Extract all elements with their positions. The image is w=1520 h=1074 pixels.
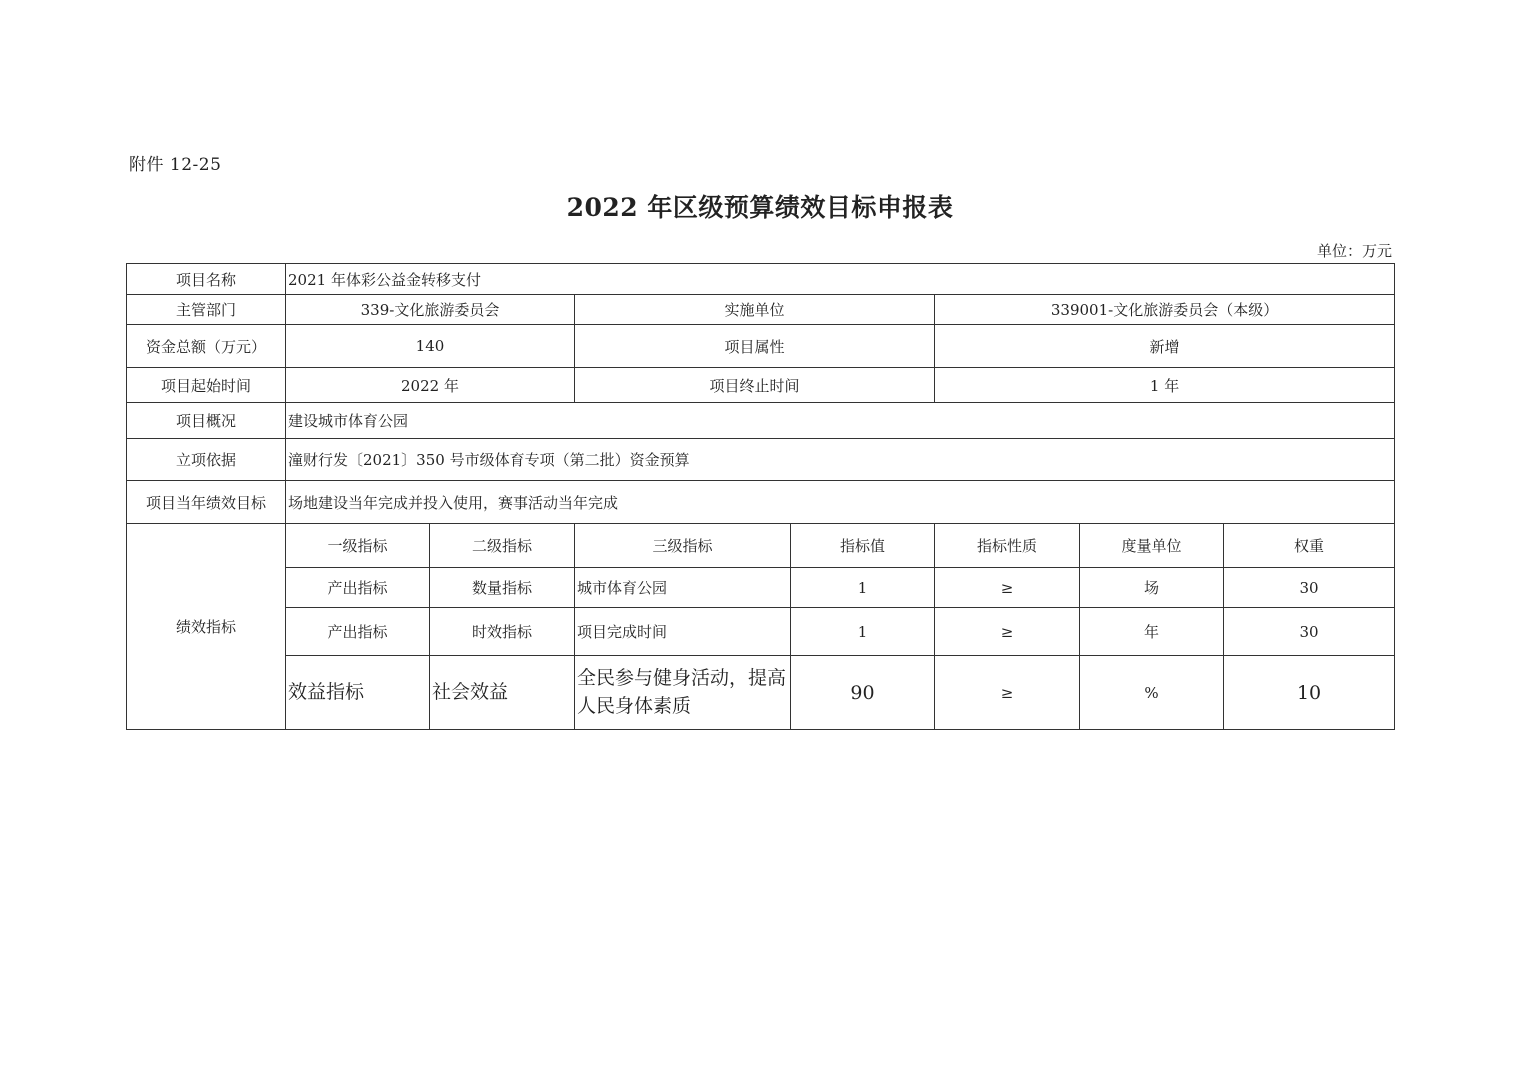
department-label: 主管部门: [127, 295, 286, 325]
row-period: [127, 368, 1395, 403]
row-funds: [127, 325, 1395, 368]
indicator-unit: 场: [1080, 568, 1224, 608]
project-attribute-label: 项目属性: [575, 325, 935, 368]
row-project-name: [127, 264, 1395, 295]
header-level2: 二级指标: [430, 524, 575, 568]
indicator-level3: 城市体育公园: [575, 568, 791, 608]
unit-label: 单位：万元: [1316, 242, 1392, 260]
annual-goal-value: 场地建设当年完成并投入使用，赛事活动当年完成: [286, 481, 1395, 524]
indicator-nature: ≥: [935, 608, 1080, 656]
overview-value: 建设城市体育公园: [286, 403, 1395, 439]
row-overview: [127, 403, 1395, 439]
header-weight: 权重: [1224, 524, 1395, 568]
indicator-level1: 效益指标: [286, 656, 430, 730]
budget-performance-table: [126, 263, 1395, 730]
header-level3: 三级指标: [575, 524, 791, 568]
indicator-weight: 30: [1224, 608, 1395, 656]
header-level1: 一级指标: [286, 524, 430, 568]
attachment-number: 附件 12-25: [129, 155, 222, 175]
indicator-value: 90: [791, 656, 935, 730]
indicator-level1: 产出指标: [286, 568, 430, 608]
header-nature: 指标性质: [935, 524, 1080, 568]
indicator-value: 1: [791, 568, 935, 608]
department-value: 339-文化旅游委员会: [286, 295, 575, 325]
indicator-weight: 30: [1224, 568, 1395, 608]
indicator-level2: 时效指标: [430, 608, 575, 656]
implementing-unit-label: 实施单位: [575, 295, 935, 325]
indicator-nature: ≥: [935, 568, 1080, 608]
indicator-level2: 社会效益: [430, 656, 575, 730]
total-funds-value: 140: [286, 325, 575, 368]
basis-label: 立项依据: [127, 439, 286, 481]
project-attribute-value: 新增: [935, 325, 1395, 368]
row-basis: [127, 439, 1395, 481]
end-time-label: 项目终止时间: [575, 368, 935, 403]
indicator-unit: 年: [1080, 608, 1224, 656]
indicator-row: [127, 568, 1395, 608]
end-time-value: 1 年: [935, 368, 1395, 403]
project-name-value: 2021 年体彩公益金转移支付: [286, 264, 1395, 295]
page-title: 2022 年区级预算绩效目标申报表: [566, 193, 954, 222]
indicator-level1: 产出指标: [286, 608, 430, 656]
indicator-level2: 数量指标: [430, 568, 575, 608]
indicator-unit: %: [1080, 656, 1224, 730]
indicator-row: [127, 656, 1395, 730]
basis-value: 潼财行发〔2021〕350 号市级体育专项（第二批）资金预算: [286, 439, 1395, 481]
annual-goal-label: 项目当年绩效目标: [127, 481, 286, 524]
overview-label: 项目概况: [127, 403, 286, 439]
indicator-header-row: [127, 524, 1395, 568]
indicator-value: 1: [791, 608, 935, 656]
indicator-nature: ≥: [935, 656, 1080, 730]
start-time-value: 2022 年: [286, 368, 575, 403]
row-department: [127, 295, 1395, 325]
start-time-label: 项目起始时间: [127, 368, 286, 403]
header-unit: 度量单位: [1080, 524, 1224, 568]
indicator-row: [127, 608, 1395, 656]
project-name-label: 项目名称: [127, 264, 286, 295]
indicators-section-label: 绩效指标: [127, 524, 286, 730]
indicator-level3: 项目完成时间: [575, 608, 791, 656]
implementing-unit-value: 339001-文化旅游委员会（本级）: [935, 295, 1395, 325]
row-annual-goal: [127, 481, 1395, 524]
total-funds-label: 资金总额（万元）: [127, 325, 286, 368]
header-value: 指标值: [791, 524, 935, 568]
indicator-weight: 10: [1224, 656, 1395, 730]
indicator-level3: 全民参与健身活动，提高人民身体素质: [575, 656, 791, 730]
